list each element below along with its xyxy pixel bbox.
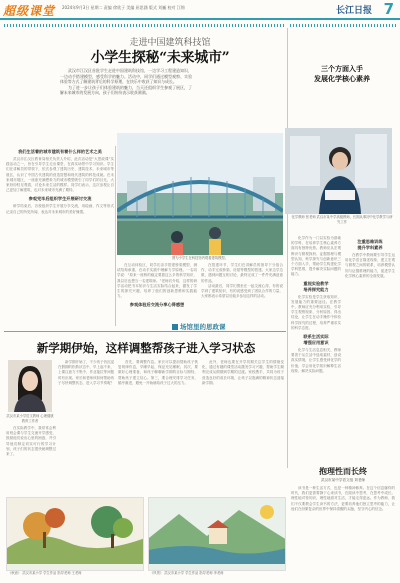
story2-body-2: 首先，要调整作息。家长可以提前帮助孩子恢复规律作息，早睡早起，保证充足睡眠。其次，要做好心理准备，和孩子聊聊新学期的目标与期待，帮助孩子建立信心。第三，要合理安排学习任务，循序渐进，避免一开始就给孩子过大的压力。	[118, 360, 198, 385]
bridge-photo-caption	[117, 256, 283, 262]
story1-subhead-1: 我们生活着的城市建筑有着什么样的艺术之美	[18, 149, 102, 154]
story3-headline: 抱理性而长终	[319, 466, 367, 476]
masthead	[0, 0, 400, 20]
author-caption	[6, 414, 54, 424]
story1-lead-text-2: 为了进一步让孩子们体验建筑的魅力，当天还组织学生参观了展区，了解未来城市的发展方向，孩子们纷纷表示收获满满。	[60, 84, 192, 96]
sidebar-subhead-1: 重视实验教学 培养探究能力	[303, 280, 329, 292]
sidebar-subhead-3: 注重思维训练 提升学科素养	[357, 239, 383, 250]
story2-body-3: 此外，老师也要在开学初期关注学生的情绪变化，通过有趣的课堂活动激发学习兴趣，帮助学生顺利完成从假期到学期的过渡。家校携手，共同为孩子营造良好的成长环境，让孩子以饱满的精神状态迎接新学期。	[202, 360, 284, 385]
bridge-photo-caption-text: 图为小学生在科技馆内观看建筑模型。	[171, 256, 229, 260]
section-divider	[4, 331, 286, 332]
story1-body-3: 研学结束后，各校组织学生开展分享交流，用绘画、作文等形式记录自己的所见所闻，表达对未来城市的美好憧憬。	[6, 204, 114, 214]
story1-lead-text: 武汉市江汉区首批学生走进中国建筑科技馆，一边学习工程建造知识，一边动手搭建模型，感受科学的魅力。活动中，同学们通过模型观察、实验体验等方式了解建筑背后的科学原理，在快乐中收获了知识与成长。	[60, 68, 192, 85]
story1-subhead-2: 参观完毕后组织学生开展研讨交流	[28, 196, 92, 202]
column-badge	[172, 322, 226, 331]
sidebar-column-2	[345, 236, 395, 462]
story1-column-right	[201, 263, 283, 319]
story2-column-3	[118, 360, 198, 494]
decorative-dot-bar	[4, 24, 286, 27]
newspaper-name: 长江日报	[335, 6, 372, 16]
story2-column-1	[6, 426, 56, 494]
story2-column-4	[202, 360, 284, 494]
story1-subhead-4: 参观体验后交流分享心得感想	[129, 302, 185, 308]
story1-body-4: 在搭建环节，学生们在讲解员的指导下分组合作，动手完成桥梁、房屋等模型的搭建。大家边学边做，遇到问题互相讨论，最终完成了一件件充满创意的作品。	[201, 263, 283, 283]
sidebar-body-4: 在教学中教师要引导学生运用化学语言描述现象，建立宏观与微观之间的联系，培养模型认知与证据推理的能力，促进学生化学核心素养的全面发展。	[345, 253, 395, 278]
sidebar-headline: 三个方面入手 发展化学核心素养	[314, 65, 370, 83]
section-logo: 超级课堂	[3, 4, 56, 18]
story1-column-left	[6, 146, 114, 328]
author-photo	[8, 360, 52, 412]
column-rule	[115, 146, 116, 326]
teacher-photo-caption	[291, 215, 393, 233]
story1-body-1: 武汉市江汉区教育局相关负责人介绍，此次活动是“大思政课”实践活动之一，旨在引导学生走出课堂，在真实场景中学习知识。学生们在讲解员的带领下，依次参观了建筑历史、建筑技术、未来城市等展区，认识了中国古代建筑的营造智慧和现代建筑的科技成就。在未来城市展区，一座座充满想象力的城市模型吸引了同学们的目光，大家纷纷驻足观看，讨论未来生活的模样。同学们表示，这次参观让自己更加了解建筑，也对未来城市充满了期待。	[6, 157, 114, 193]
art2-caption	[150, 571, 286, 579]
bridge-model-photo	[117, 133, 283, 255]
sidebar-body-2: 化学实验是学生获取知识、发展能力的重要途径。在教学中，教师应充分利用实验，引导学生观察现象、分析原因、得出结论，让学生在动手操作中体验科学探究的过程，培养严谨求实的科学态度。	[291, 294, 341, 330]
decorative-dot-bar	[290, 24, 396, 27]
square-icon	[172, 324, 178, 330]
issue-info: 2024年9月3日 星期二 责编 徐欣子 美编 屈思涵 版式 刘巍 校对 江锦	[62, 5, 185, 10]
story1-body-2: 在互动体验区，同学们亲手搭建桥梁模型，测试结构承重，在动手实践中理解力学原理。一名同学说：“原来一座桥的稳定要靠这么多的科学知识，我以后也想当一名建筑师。”老师们介绍，这样的研学活动把书本知识与生活实际结合起来，激发了学生的探究兴趣，培养了他们的创新思维和实践能力。	[117, 263, 197, 299]
sidebar-body-3: 化学与生活息息相关，教师要善于从生活中选取素材，创设真实情境，让学生感受到化学的价值，学会用化学知识解释生活现象、解决实际问题。	[291, 348, 341, 373]
story3-column	[291, 486, 395, 580]
author-caption-text: 武汉市某小学语文教师 心理健康教育工作者	[6, 414, 54, 423]
story3-byline: 武汉市某中学语文组 刘老师	[320, 478, 366, 482]
student-painting-landscape	[148, 497, 286, 571]
column-rule	[287, 28, 288, 468]
story1-headline: 小学生探秘“未来城市”	[90, 50, 230, 66]
sidebar-body-1: 化学作为一门以实验为基础的学科，在培养学生核心素养方面具有独特优势。教师应从宏观辨识与微观探析、证据推理与模型认知、科学探究与创新意识三个方面入手，帮助学生构建化学学科思维，提升解决实际问题的能力。	[291, 236, 341, 277]
sidebar-column-1	[291, 236, 341, 462]
column-badge-label: 场馆里的思政课	[180, 323, 226, 331]
story2-body-4: 在实际教学中，我常常会利用班会课与学生交流开学感受，鼓励他们说出心里的困惑，并引导他们制定切实可行的学习计划，孩子们的状态很快就调整过来了。	[6, 426, 56, 457]
story2-column-2	[58, 360, 114, 494]
art1-caption	[8, 571, 144, 579]
sidebar-subhead-2: 联系生活实际 增强应用意识	[303, 334, 329, 346]
story3-body: 读书是一种生活方式，也是一种精神修养。在这个信息爆炸的时代，我们更需要静下心来读书，在阅读中思考，在思考中成长。理性地对待知识，理性地面对生活，才能走得更远。作为教师，我们不仅要教会学生读书的方法，更要培养他们独立思考的能力，让他们在纷繁复杂的世界中保持清醒的头脑，坚守内心的信念。	[291, 486, 395, 511]
story1-kicker: 走进中国建筑科技馆	[129, 38, 211, 48]
art1-caption-text: 《秋意》 武汉市某小学 学生作品 指导老师 王老师	[8, 571, 82, 575]
art2-caption-text: 《风景》 武汉市某小学 学生作品 指导老师 李老师	[150, 571, 224, 575]
story1-column-mid	[117, 263, 197, 325]
teacher-photo	[285, 128, 392, 214]
teacher-photo-caption-text: 化学教师 张老师 武汉市某中学高级教师，长期从事初中化学教学与研究工作	[291, 215, 393, 224]
story2-headline: 新学期伊始，这样调整帮孩子进入学习状态	[36, 341, 256, 355]
story2-body-1: 新学期开始了，不少孩子仍沉浸在假期的松散状态中，早上起不来、上课注意力不集中、作业拖拉等问题时有出现。家长和老师该如何帮助孩子尽快调整状态、进入学习节奏呢？	[58, 360, 114, 385]
student-painting-autumn	[6, 497, 144, 571]
story1-lead	[60, 68, 192, 130]
story1-body-5: 活动最后，同学们围坐在一起交流心得，有的说学到了建筑知识，有的说感受到了团队合作的力量，大家都表示希望以后能多参加这样的活动。	[201, 283, 283, 299]
page-number: 7	[383, 0, 394, 18]
